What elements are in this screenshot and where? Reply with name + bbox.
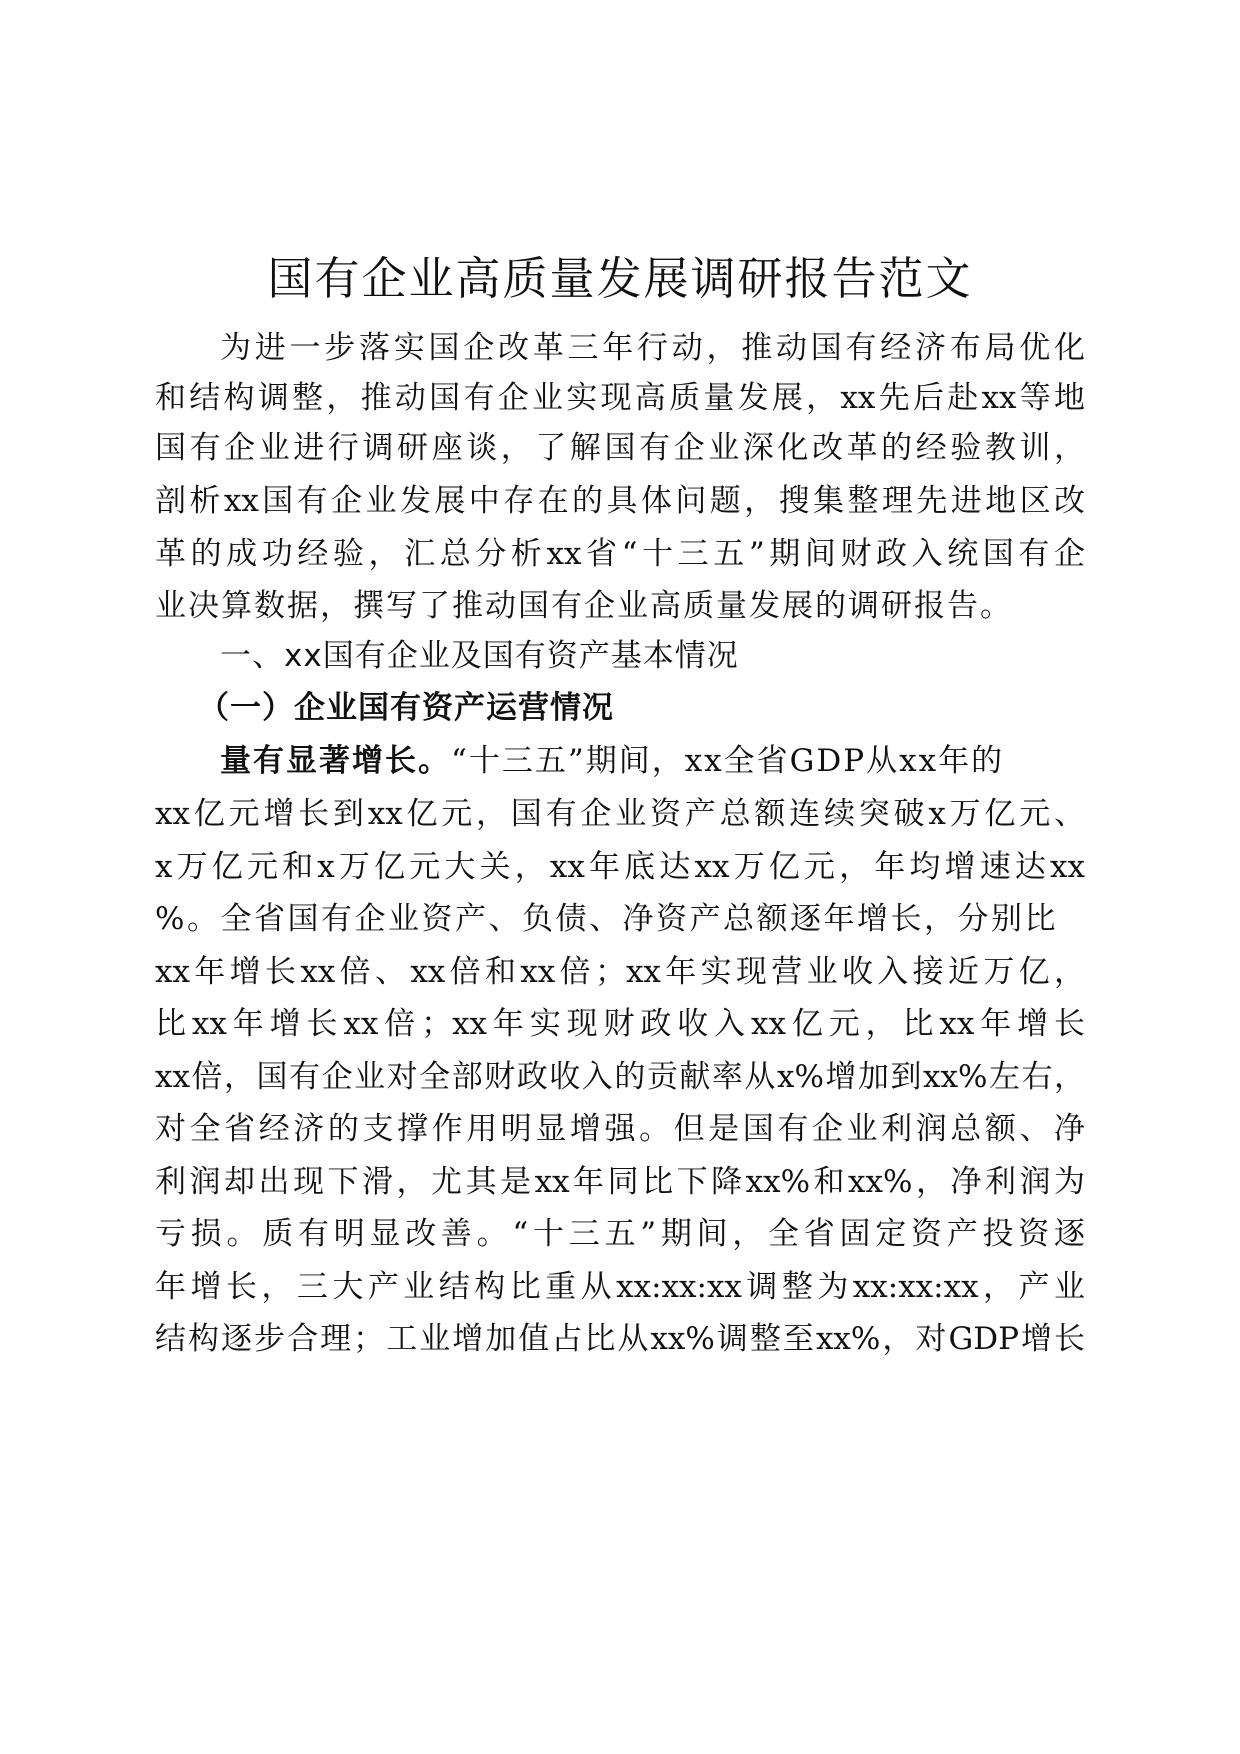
body-line: xx亿元增长到xx亿元，国有企业资产总额连续突破x万亿元、: [155, 796, 1085, 832]
body-line: 结构逐步合理；工业增加值占比从xx%调整至xx%，对GDP增长: [155, 1321, 1085, 1357]
body-line: 利润却出现下滑，尤其是xx年同比下降xx%和xx%，净利润为: [155, 1164, 1085, 1200]
lead-text: “十三五”期间，xx全省GDP从xx年的: [451, 743, 1005, 779]
intro-line: 革的成功经验，汇总分析xx省“十三五”期间财政入统国有企: [155, 536, 1085, 572]
body-line: xx年增长xx倍、xx倍和xx倍；xx年实现营业收入接近万亿，: [155, 954, 1085, 990]
intro-line: 国有企业进行调研座谈，了解国有企业深化改革的经验教训，: [155, 430, 1085, 466]
body-line: 对全省经济的支撑作用明显增强。但是国有企业利润总额、净: [155, 1111, 1085, 1147]
intro-line: 为进一步落实国企改革三年行动，推动国有经济布局优化: [220, 330, 1085, 366]
body-line: xx倍，国有企业对全部财政收入的贡献率从x%增加到xx%左右，: [155, 1059, 1085, 1095]
body-paragraph-lead: [220, 737, 1085, 785]
document-title: 国有企业高质量发展调研报告范文: [267, 252, 973, 305]
body-line: 比xx年增长xx倍；xx年实现财政收入xx亿元，比xx年增长: [155, 1006, 1085, 1042]
intro-line: 业决算数据，撰写了推动国有企业高质量发展的调研报告。: [155, 588, 1013, 624]
body-line: 年增长，三大产业结构比重从xx:xx:xx调整为xx:xx:xx，产业: [155, 1269, 1085, 1305]
intro-line: 和结构调整，推动国有企业实现高质量发展，xx先后赴xx等地: [155, 380, 1085, 416]
lead-bold-text: 量有显著增长。: [220, 743, 451, 779]
body-line: %。全省国有企业资产、负债、净资产总额逐年增长，分别比: [155, 901, 1058, 937]
body-line: x万亿元和x万亿元大关，xx年底达xx万亿元，年均增速达xx: [155, 849, 1085, 885]
subsection-heading: （一）企业国有资产运营情况: [198, 690, 614, 726]
section-heading: 一、xx国有企业及国有资产基本情况: [220, 638, 739, 674]
intro-line: 剖析xx国有企业发展中存在的具体问题，搜集整理先进地区改: [155, 483, 1085, 519]
body-line: 亏损。质有明显改善。“十三五”期间，全省固定资产投资逐: [155, 1216, 1085, 1252]
